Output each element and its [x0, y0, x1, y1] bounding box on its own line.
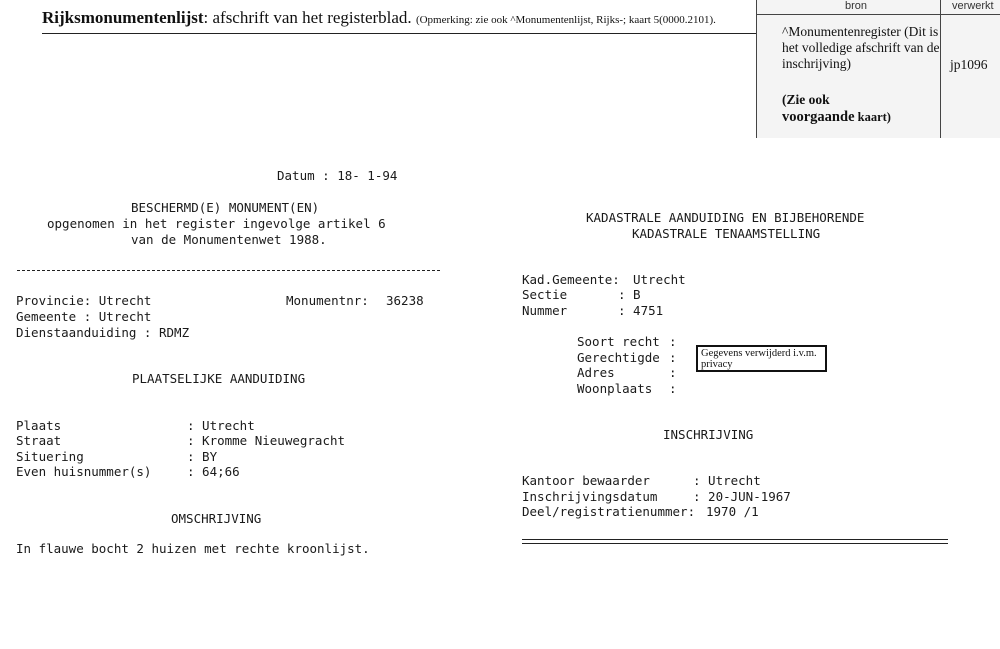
- provincie: Provincie: Utrecht: [16, 293, 152, 308]
- privacy-notice-box: Gegevens verwijderd i.v.m. privacy: [696, 345, 827, 372]
- recht-label: Gerechtigde: [577, 350, 660, 365]
- row-label: Situering: [16, 449, 84, 464]
- inschrijving-label: Inschrijvingsdatum: [522, 489, 658, 504]
- title-note: (Opmerking: zie ook ^Monumentenlijst, Rijks-; kaart 5(0000.2101).: [415, 14, 716, 26]
- title-bold: Rijksmonumentenlijst: [42, 8, 204, 27]
- row-label: Straat: [16, 433, 62, 448]
- bron-see-also-2: [782, 109, 891, 126]
- see-also-bold: voorgaande: [782, 109, 855, 125]
- kad-label: Sectie: [522, 287, 568, 302]
- monumentnr-label: Monumentnr:: [286, 293, 369, 308]
- recht-colon: :: [669, 350, 677, 365]
- recht-label: Adres: [577, 365, 615, 380]
- kadastraal-heading-1: KADASTRALE AANDUIDING EN BIJBEHORENDE: [586, 210, 865, 225]
- row-value: : Utrecht: [187, 418, 255, 433]
- kad-label: Kad.Gemeente:: [522, 272, 620, 287]
- inschrijving-label: Kantoor bewaarder: [522, 473, 650, 488]
- separator-dashes: [17, 270, 440, 271]
- kad-value: : B: [618, 287, 641, 302]
- inschrijving-label: Deel/registratienummer:: [522, 504, 696, 519]
- recht-label: Woonplaats: [577, 381, 653, 396]
- row-value: : BY: [187, 449, 218, 464]
- column-header-verwerkt: verwerkt: [952, 0, 994, 12]
- inschrijving-value: 1970 /1: [706, 504, 759, 519]
- bron-text: ^Monumentenregister (Dit is het volledige afschrift van de inschrijving): [782, 24, 940, 71]
- see-also-rest: kaart): [854, 110, 891, 124]
- column-header-bron: bron: [845, 0, 868, 12]
- recht-colon: :: [669, 381, 677, 396]
- plaatselijk-heading: PLAATSELIJKE AANDUIDING: [132, 371, 306, 386]
- monumentnr-value: 36238: [386, 293, 424, 308]
- recht-label: Soort recht: [577, 334, 660, 349]
- inschrijving-heading: INSCHRIJVING: [663, 427, 754, 442]
- row-value: : 64;66: [187, 464, 240, 479]
- inschrijving-value: : 20-JUN-1967: [693, 489, 791, 504]
- column-header-rule: [757, 14, 1000, 15]
- dienstaanduiding: Dienstaanduiding : RDMZ: [16, 325, 190, 340]
- document-title: [42, 8, 716, 28]
- row-value: : Kromme Nieuwegracht: [187, 433, 346, 448]
- header-underline: [42, 33, 760, 34]
- kad-value: : 4751: [618, 303, 664, 318]
- recht-colon: :: [669, 365, 677, 380]
- bron-see-also: (Zie ook: [782, 92, 830, 107]
- double-rule-top: [522, 539, 948, 540]
- kad-label: Nummer: [522, 303, 568, 318]
- gemeente: Gemeente : Utrecht: [16, 309, 152, 324]
- kadastraal-heading-2: KADASTRALE TENAAMSTELLING: [632, 226, 821, 241]
- title-rest: : afschrift van het registerblad.: [203, 8, 412, 27]
- omschrijving-heading: OMSCHRIJVING: [171, 511, 262, 526]
- kad-value: Utrecht: [633, 272, 686, 287]
- heading-line-1: BESCHERMD(E) MONUMENT(EN): [131, 200, 320, 215]
- inschrijving-value: : Utrecht: [693, 473, 761, 488]
- omschrijving-text: In flauwe bocht 2 huizen met rechte kroonlijst.: [16, 541, 370, 556]
- double-rule-bottom: [522, 543, 948, 544]
- datum: Datum : 18- 1-94: [277, 168, 398, 183]
- column-divider: [940, 0, 941, 138]
- heading-line-3: van de Monumentenwet 1988.: [131, 232, 327, 247]
- row-label: Even huisnummer(s): [16, 464, 152, 479]
- heading-line-2: opgenomen in het register ingevolge artikel 6: [47, 216, 386, 231]
- column-divider: [756, 0, 757, 138]
- row-label: Plaats: [16, 418, 62, 433]
- verwerkt-code: jp1096: [950, 57, 988, 72]
- recht-colon: :: [669, 334, 677, 349]
